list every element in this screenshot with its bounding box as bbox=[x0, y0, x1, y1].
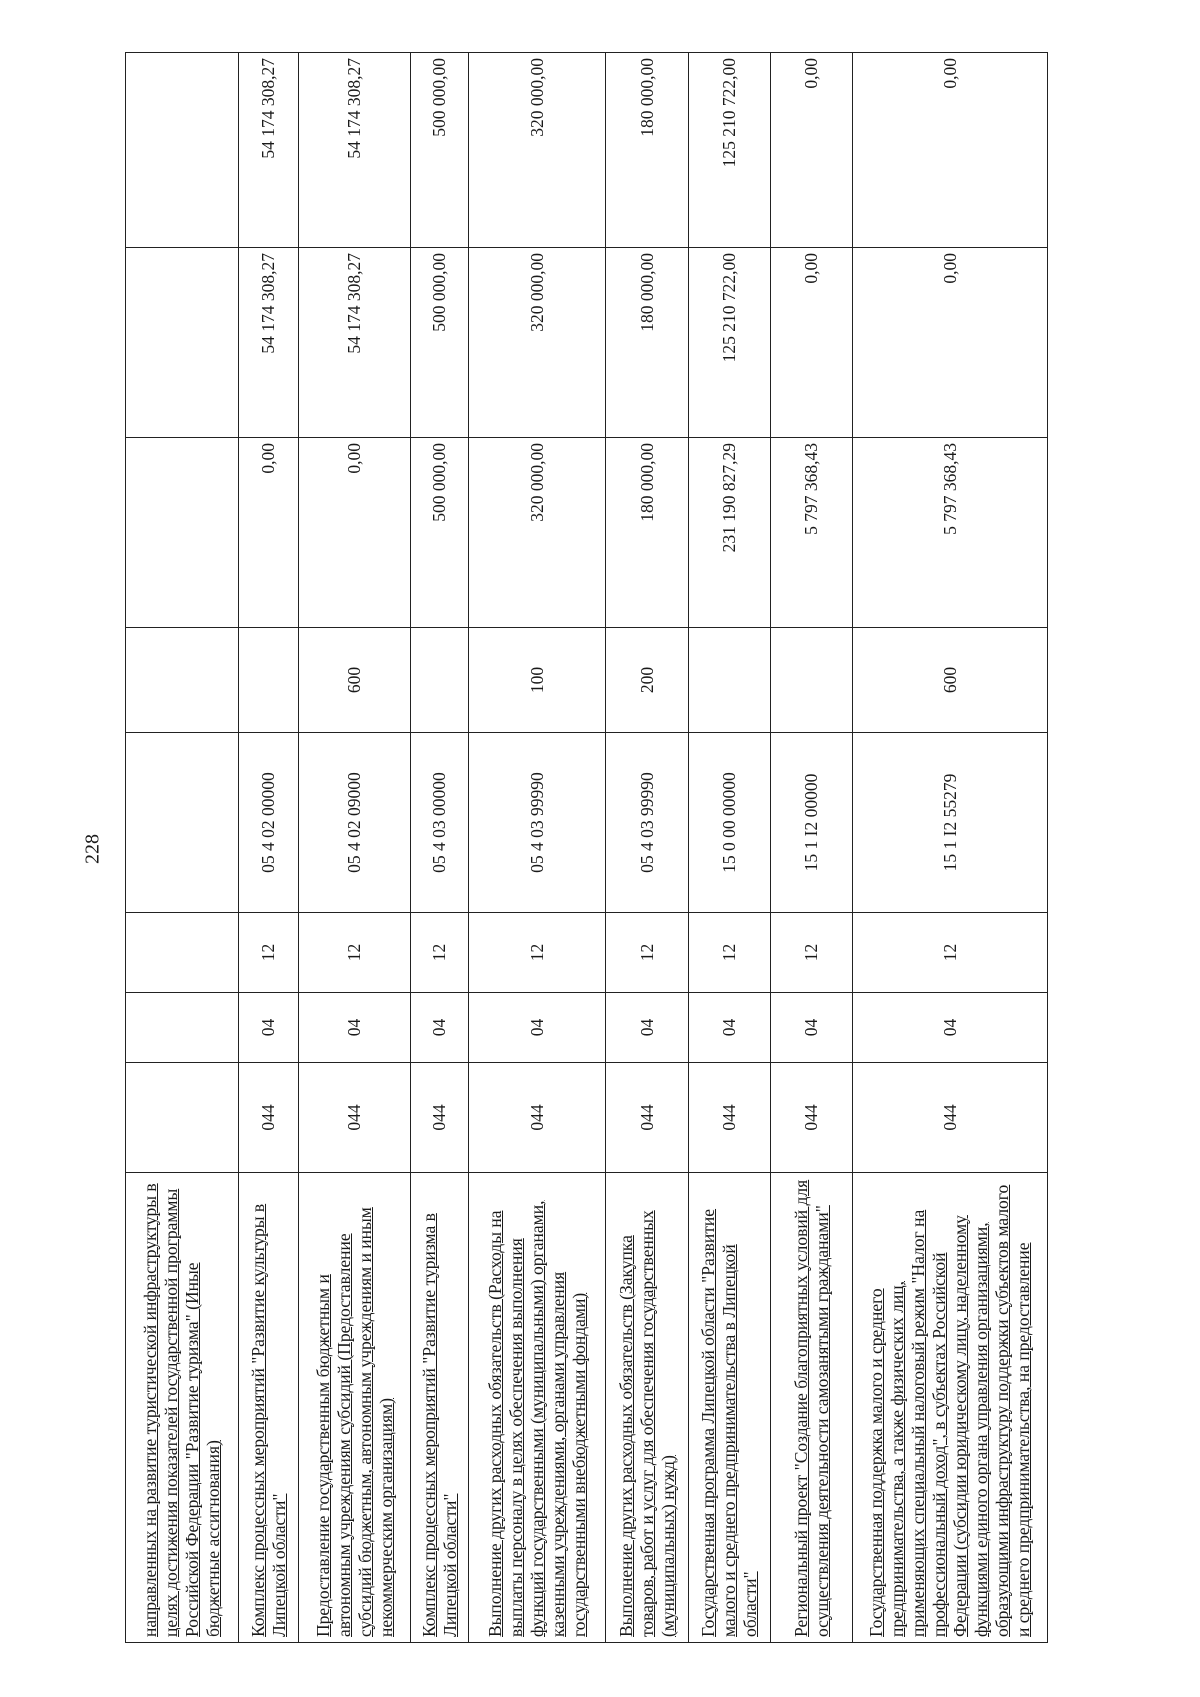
table-row bbox=[411, 53, 469, 1643]
razdel-cell: 04 bbox=[411, 993, 469, 1063]
sum2-cell: 0,00 bbox=[853, 248, 1048, 438]
row-name-cell bbox=[771, 1173, 853, 1643]
sum2-cell bbox=[126, 248, 239, 438]
podrazdel-cell: 12 bbox=[411, 913, 469, 993]
row-name-text: Государственная программа Липецкой области "Развитие малого и среднего предпринимательства в Липецкой области" bbox=[698, 1208, 760, 1637]
podrazdel-cell: 12 bbox=[299, 913, 411, 993]
row-name-text: направленных на развитие туристической инфраструктуры в целях достижения показателей государственной программы Российской Федерации "Развитие туризма" (Иные бюджетные ассигнования) bbox=[140, 1183, 223, 1637]
page-number: 228 bbox=[81, 834, 104, 864]
row-name-text: Предоставление государственным бюджетным и автономным учреждениям субсидий (Предоставление субсидий бюджетным, автономным учреждениям и иным некоммерческим организациям) bbox=[312, 1207, 396, 1637]
row-name-cell bbox=[299, 1173, 411, 1643]
glava-cell: 044 bbox=[411, 1063, 469, 1173]
sum3-cell: 180 000,00 bbox=[606, 53, 689, 248]
csr-cell: 05 4 02 09000 bbox=[299, 733, 411, 913]
vr-cell bbox=[411, 628, 469, 733]
csr-cell: 05 4 03 99990 bbox=[469, 733, 606, 913]
csr-cell: 15 1 I2 55279 bbox=[853, 733, 1048, 913]
row-name-text: Комплекс процессных мероприятий "Развитие туризма в Липецкой области" bbox=[418, 1213, 460, 1637]
csr-cell: 05 4 02 00000 bbox=[239, 733, 299, 913]
row-name-cell bbox=[853, 1173, 1048, 1643]
vr-cell bbox=[689, 628, 771, 733]
row-name-cell bbox=[126, 1173, 239, 1643]
budget-table bbox=[125, 52, 1048, 1643]
vr-cell: 200 bbox=[606, 628, 689, 733]
podrazdel-cell: 12 bbox=[689, 913, 771, 993]
budget-table-body bbox=[126, 53, 1048, 1643]
razdel-cell: 04 bbox=[299, 993, 411, 1063]
sum1-cell: 180 000,00 bbox=[606, 438, 689, 628]
podrazdel-cell bbox=[126, 913, 239, 993]
row-name-text: Выполнение других расходных обязательств (Расходы на выплаты персоналу в целях обеспечения выполнения функций государственными (муниципальными) органами, казенными учреждениями, органами управления государственными внебюджетными фондами) bbox=[484, 1200, 589, 1637]
sum2-cell: 180 000,00 bbox=[606, 248, 689, 438]
row-name-cell bbox=[689, 1173, 771, 1643]
glava-cell: 044 bbox=[771, 1063, 853, 1173]
sum3-cell: 0,00 bbox=[853, 53, 1048, 248]
row-name-cell bbox=[469, 1173, 606, 1643]
sum2-cell: 125 210 722,00 bbox=[689, 248, 771, 438]
razdel-cell: 04 bbox=[606, 993, 689, 1063]
sum1-cell: 500 000,00 bbox=[411, 438, 469, 628]
sum3-cell: 0,00 bbox=[771, 53, 853, 248]
vr-cell: 100 bbox=[469, 628, 606, 733]
sum2-cell: 0,00 bbox=[771, 248, 853, 438]
vr-cell: 600 bbox=[853, 628, 1048, 733]
vr-cell bbox=[771, 628, 853, 733]
glava-cell: 044 bbox=[299, 1063, 411, 1173]
razdel-cell: 04 bbox=[469, 993, 606, 1063]
csr-cell: 05 4 03 00000 bbox=[411, 733, 469, 913]
csr-cell: 15 1 I2 00000 bbox=[771, 733, 853, 913]
podrazdel-cell: 12 bbox=[469, 913, 606, 993]
vr-cell bbox=[239, 628, 299, 733]
table-row bbox=[299, 53, 411, 1643]
razdel-cell: 04 bbox=[689, 993, 771, 1063]
vr-cell: 600 bbox=[299, 628, 411, 733]
row-name-cell bbox=[411, 1173, 469, 1643]
sum2-cell: 500 000,00 bbox=[411, 248, 469, 438]
glava-cell: 044 bbox=[606, 1063, 689, 1173]
sum2-cell: 54 174 308,27 bbox=[239, 248, 299, 438]
razdel-cell bbox=[126, 993, 239, 1063]
sum1-cell bbox=[126, 438, 239, 628]
razdel-cell: 04 bbox=[771, 993, 853, 1063]
row-name-text: Государственная поддержка малого и среднего предпринимательства, а также физических лиц, применяющих специальный налоговый режим "Налог на профессиональный доход", в субъектах Российской Федерации (субсидии юридическому лицу, наделенному функциями единого органа управления организациями, образующими инфраструктуру поддержки субъектов малого и среднего предпринимательства, на предоставление bbox=[866, 1184, 1033, 1637]
razdel-cell: 04 bbox=[853, 993, 1048, 1063]
table-row bbox=[689, 53, 771, 1643]
sum1-cell: 0,00 bbox=[239, 438, 299, 628]
sum1-cell: 320 000,00 bbox=[469, 438, 606, 628]
razdel-cell: 04 bbox=[239, 993, 299, 1063]
csr-cell bbox=[126, 733, 239, 913]
glava-cell: 044 bbox=[239, 1063, 299, 1173]
sum3-cell: 320 000,00 bbox=[469, 53, 606, 248]
csr-cell: 15 0 00 00000 bbox=[689, 733, 771, 913]
sum1-cell: 5 797 368,43 bbox=[853, 438, 1048, 628]
glava-cell bbox=[126, 1063, 239, 1173]
table-row bbox=[126, 53, 239, 1643]
sum1-cell: 0,00 bbox=[299, 438, 411, 628]
podrazdel-cell: 12 bbox=[239, 913, 299, 993]
row-name-text: Выполнение других расходных обязательств (Закупка товаров, работ и услуг для обеспечения государственных (муниципальных) нужд) bbox=[615, 1210, 678, 1637]
sum3-cell: 54 174 308,27 bbox=[299, 53, 411, 248]
glava-cell: 044 bbox=[689, 1063, 771, 1173]
table-row bbox=[239, 53, 299, 1643]
sum3-cell: 500 000,00 bbox=[411, 53, 469, 248]
sum1-cell: 5 797 368,43 bbox=[771, 438, 853, 628]
sum3-cell bbox=[126, 53, 239, 248]
row-name-cell bbox=[239, 1173, 299, 1643]
table-row bbox=[771, 53, 853, 1643]
table-row bbox=[469, 53, 606, 1643]
row-name-text: Региональный проект "Создание благоприятных условий для осуществления деятельности самозанятыми гражданами" bbox=[790, 1179, 832, 1637]
vr-cell bbox=[126, 628, 239, 733]
row-name-text: Комплекс процессных мероприятий "Развитие культуры в Липецкой области" bbox=[247, 1203, 289, 1637]
podrazdel-cell: 12 bbox=[853, 913, 1048, 993]
sum3-cell: 125 210 722,00 bbox=[689, 53, 771, 248]
podrazdel-cell: 12 bbox=[606, 913, 689, 993]
rotated-page-content bbox=[125, 53, 1052, 1643]
sum2-cell: 54 174 308,27 bbox=[299, 248, 411, 438]
table-row bbox=[853, 53, 1048, 1643]
row-name-cell bbox=[606, 1173, 689, 1643]
podrazdel-cell: 12 bbox=[771, 913, 853, 993]
table-row bbox=[606, 53, 689, 1643]
sum1-cell: 231 190 827,29 bbox=[689, 438, 771, 628]
sum2-cell: 320 000,00 bbox=[469, 248, 606, 438]
csr-cell: 05 4 03 99990 bbox=[606, 733, 689, 913]
glava-cell: 044 bbox=[853, 1063, 1048, 1173]
sum3-cell: 54 174 308,27 bbox=[239, 53, 299, 248]
glava-cell: 044 bbox=[469, 1063, 606, 1173]
